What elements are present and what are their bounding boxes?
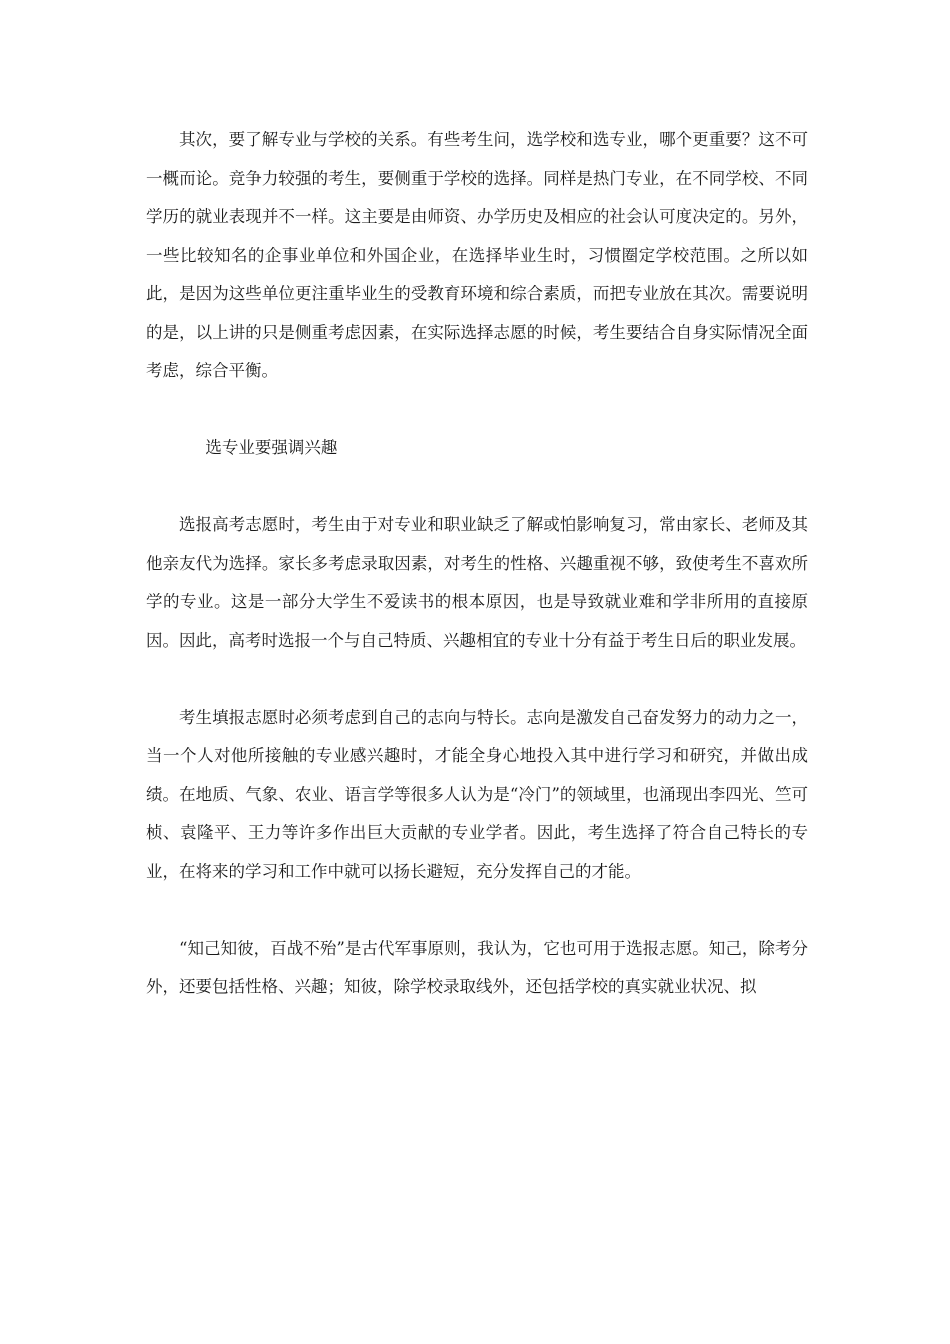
paragraph-parents-choose: 选报高考志愿时，考生由于对专业和职业缺乏了解或怕影响复习，常由家长、老师及其他亲友代为选择。家长多考虑录取因素，对考生的性格、兴趣重视不够，致使考生不喜欢所学的专业。这是一部分大学生不爱读书的根本原因，也是导致就业难和学非所用的直接原因。因此，高考时选报一个与自己特质、兴趣相宜的专业十分有益于考生日后的职业发展。 — [146, 515, 808, 650]
section-heading-interest: 选专业要强调兴趣 — [205, 438, 338, 457]
paragraph-aspiration: 考生填报志愿时必须考虑到自己的志向与特长。志向是激发自己奋发努力的动力之一，当一个人对他所接触的专业感兴趣时，才能全身心地投入其中进行学习和研究，并做出成绩。在地质、气象、农业、语言学等很多人认为是“冷门”的领域里，也涌现出李四光、竺可桢、袁隆平、王力等许多作出巨大贡献的专业学者。因此，考生选择了符合自己特长的专业，在将来的学习和工作中就可以扬长避短，充分发挥自己的才能。 — [146, 707, 808, 881]
paragraph-school-vs-major: 其次，要了解专业与学校的关系。有些考生问，选学校和选专业，哪个更重要？这不可一概而论。竞争力较强的考生，要侧重于学校的选择。同样是热门专业，在不同学校、不同学历的就业表现并不一样。这主要是由师资、办学历史及相应的社会认可度决定的。另外，一些比较知名的企事业单位和外国企业，在选择毕业生时，习惯圈定学校范围。之所以如此，是因为这些单位更注重毕业生的受教育环境和综合素质，而把专业放在其次。需要说明的是，以上讲的只是侧重考虑因素，在实际选择志愿的时候，考生要结合自身实际情况全面考虑，综合平衡。 — [146, 130, 808, 380]
paragraph-know-yourself: “知己知彼，百战不殆”是古代军事原则，我认为，它也可用于选报志愿。知己，除考分外，还要包括性格、兴趣；知彼，除学校录取线外，还包括学校的真实就业状况、拟 — [146, 938, 808, 996]
document-body — [146, 121, 808, 1045]
